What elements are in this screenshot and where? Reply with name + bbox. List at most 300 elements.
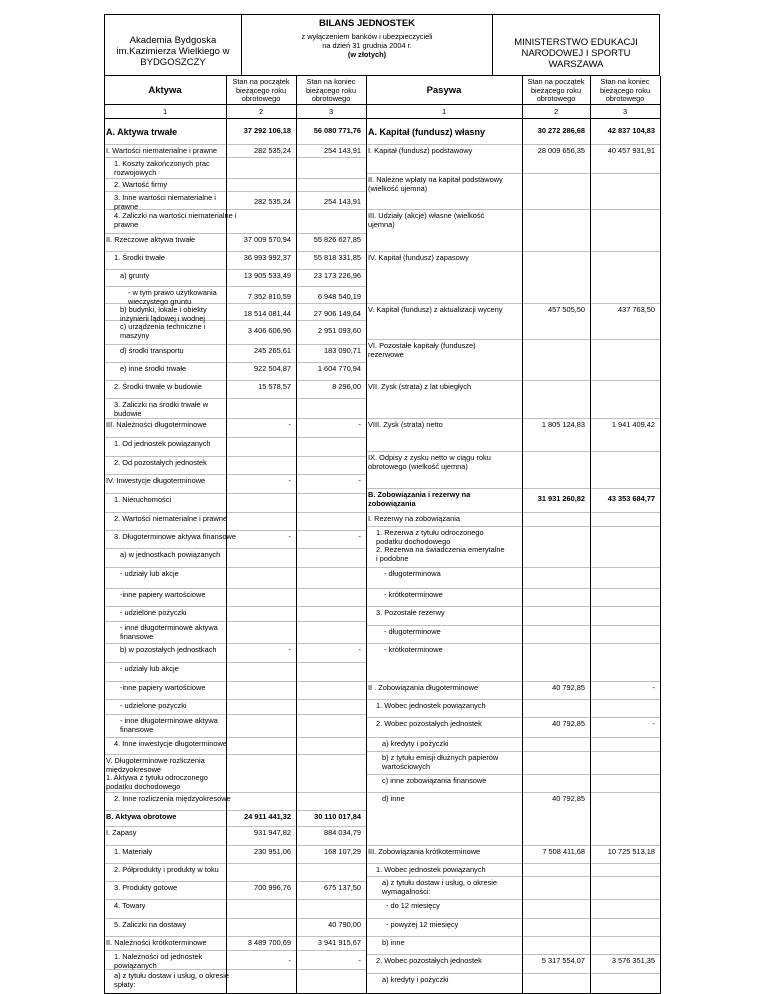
row-label xyxy=(114,795,231,804)
row-label xyxy=(114,459,207,468)
row-label xyxy=(376,720,482,729)
value-end-of-year: 23 173 226,96 xyxy=(313,271,361,280)
table-left-border xyxy=(104,76,105,994)
row-label xyxy=(368,254,469,263)
row-label-line: V. Długoterminowe rozliczenia xyxy=(106,756,205,765)
row-separator xyxy=(366,936,660,937)
row-separator xyxy=(104,754,366,755)
row-label-line: 2. Inne rozliczenia międzyokresowe xyxy=(114,794,231,803)
row-label-line: I. Wartości niematerialne i prawne xyxy=(106,146,218,155)
row-separator xyxy=(366,606,660,607)
row-separator xyxy=(104,737,366,738)
value-end-of-year: 6 948 540,19 xyxy=(317,292,361,302)
row-label-line: III. Udziały (akcje) własne (wielkość xyxy=(368,211,485,220)
row-label xyxy=(120,684,205,693)
value-start-of-year: - xyxy=(288,476,291,485)
row-label-line: a) kredyty i pożyczki xyxy=(382,975,449,984)
value-start-of-year: 30 272 286,68 xyxy=(537,126,585,135)
row-separator xyxy=(366,973,660,974)
row-label xyxy=(114,902,146,911)
value-start-of-year: 37 009 570,94 xyxy=(243,235,291,244)
value-start-of-year: 13 905 533,49 xyxy=(243,271,291,280)
row-separator xyxy=(104,548,366,549)
row-label xyxy=(368,848,480,857)
value-start-of-year: - xyxy=(288,532,291,541)
value-start-of-year: 15 578,57 xyxy=(258,382,291,391)
row-label xyxy=(382,740,449,749)
ministry-line-3: WARSZAWA xyxy=(548,59,604,70)
row-label-line: 2. Rezerwa na świadczenia emerytalne xyxy=(376,545,505,555)
start-header-line: bieżącego roku xyxy=(235,85,287,95)
row-label-line: II. Należności krótkoterminowe xyxy=(106,938,207,947)
row-label xyxy=(106,939,207,948)
row-label xyxy=(114,254,165,263)
row-separator xyxy=(366,380,660,381)
row-label-line: 1. Materiały xyxy=(114,847,153,856)
value-end-of-year: 254 143,91 xyxy=(324,197,361,207)
row-label-line: obrotowego (wielkość ujemna) xyxy=(368,461,468,471)
value-start-of-year: 3 406 606,96 xyxy=(247,326,291,336)
row-label-line: prawne xyxy=(114,219,139,229)
end-header-line: bieżącego roku xyxy=(305,85,357,95)
row-label-line: V. Kapitał (fundusz) z aktualizacji wyceny xyxy=(368,305,503,314)
row-label xyxy=(114,533,236,542)
row-label-line: 3. Produkty gotowe xyxy=(114,883,178,892)
title-box xyxy=(241,14,493,76)
row-label-line: IV. Kapitał (fundusz) zapasowy xyxy=(368,253,469,262)
row-separator xyxy=(104,881,366,882)
row-label-line: I. Rezerwy na zobowiązania xyxy=(368,514,461,523)
institution-name xyxy=(105,35,241,68)
row-label-line: ujemna) xyxy=(368,219,395,229)
row-separator xyxy=(366,918,660,919)
row-label xyxy=(120,717,218,734)
value-end-of-year: 3 576 351,35 xyxy=(611,956,655,965)
row-label xyxy=(384,591,443,600)
value-start-of-year: 28 009 656,35 xyxy=(537,146,585,155)
value-start-of-year: 3 489 700,69 xyxy=(247,938,291,947)
row-label xyxy=(120,702,187,711)
row-separator xyxy=(104,936,366,937)
row-separator xyxy=(104,567,366,568)
row-label-line: 1. Wobec jednostek powiązanych xyxy=(376,865,486,874)
row-separator xyxy=(104,398,366,399)
row-label-line: 3. Długoterminowe aktywa finansowe xyxy=(114,532,237,541)
value-start-of-year: - xyxy=(288,956,291,966)
row-label-line: budowie xyxy=(114,408,142,418)
row-label-line: b) w pozostałych jednostkach xyxy=(120,645,217,654)
row-label xyxy=(120,665,179,674)
row-label xyxy=(120,323,205,340)
row-separator xyxy=(104,530,366,531)
row-label xyxy=(368,684,478,693)
row-separator xyxy=(104,681,366,682)
ministry-name xyxy=(493,37,659,70)
row-label-line: c) inne zobowiązania finansowe xyxy=(382,776,487,785)
row-separator xyxy=(104,209,366,210)
row-label xyxy=(382,879,497,896)
row-label xyxy=(382,939,405,948)
row-separator xyxy=(104,899,366,900)
row-label xyxy=(106,829,136,838)
row-label-line: a) z tytułu dostaw i usług, o okresie xyxy=(382,878,498,887)
row-label-line: 2. Wartość firmy xyxy=(114,180,168,189)
row-separator xyxy=(366,699,660,700)
value-end-of-year: 40 790,00 xyxy=(328,920,361,929)
row-label xyxy=(376,609,445,618)
aktywa-header: Aktywa xyxy=(148,85,182,96)
row-separator xyxy=(104,792,366,793)
row-label xyxy=(114,401,208,418)
row-label xyxy=(368,306,502,315)
table-right-border xyxy=(660,76,661,994)
value-end-of-year: 8 296,00 xyxy=(332,382,361,391)
row-separator xyxy=(104,621,366,622)
start-header-line: bieżącego roku xyxy=(530,85,582,95)
row-label xyxy=(114,496,171,505)
row-label xyxy=(120,570,179,579)
row-label-line: 1. Rezerwa z tytułu odroczonego xyxy=(376,528,484,537)
pasywa-header: Pasywa xyxy=(426,85,462,96)
row-label xyxy=(114,866,219,875)
row-label xyxy=(382,754,498,771)
value-start-of-year: 40 792,85 xyxy=(552,794,585,803)
row-label-line: VII. Zysk (strata) z lat ubiegłych xyxy=(368,382,472,391)
row-label xyxy=(368,147,472,156)
row-label-line: d) inne xyxy=(382,794,405,803)
row-separator xyxy=(366,451,660,452)
end-header-line: Stan na koniec xyxy=(600,77,650,86)
row-separator xyxy=(366,526,660,527)
value-end-of-year: 55 818 331,85 xyxy=(313,253,361,262)
row-separator xyxy=(104,269,366,270)
row-label-line: - w tym prawo użytkowania xyxy=(128,288,217,297)
pasywa-start-header xyxy=(522,78,590,104)
row-label xyxy=(106,477,205,486)
value-end-of-year: 27 906 149,64 xyxy=(313,309,361,319)
value-end-of-year: - xyxy=(358,476,361,485)
row-label xyxy=(114,884,177,893)
row-separator xyxy=(366,643,660,644)
col-number-pasywa-start: 2 xyxy=(553,107,559,116)
value-end-of-year: 43 353 684,77 xyxy=(607,494,655,504)
row-label xyxy=(114,848,152,857)
row-separator xyxy=(104,512,366,513)
value-end-of-year: 3 941 915,67 xyxy=(317,938,361,947)
row-label xyxy=(382,795,405,804)
row-separator xyxy=(104,588,366,589)
row-label xyxy=(368,342,476,359)
row-label-line: 2. Półprodukty i produkty w toku xyxy=(114,865,219,874)
end-header-line: obrotowego xyxy=(311,94,351,104)
row-label-line: II. Rzeczowe aktywa trwałe xyxy=(106,235,196,244)
value-end-of-year: - xyxy=(358,645,361,654)
subtitle-line-1: z wyłączeniem banków i ubezpieczycieli xyxy=(301,32,433,41)
value-start-of-year: 457 505,50 xyxy=(548,305,585,314)
row-separator xyxy=(366,681,660,682)
row-label-line: rozwojowych xyxy=(114,167,157,177)
end-header-line: obrotowego xyxy=(605,94,645,104)
ministry-line-2: NARODOWEJ I SPORTU xyxy=(521,48,631,59)
table-top-border xyxy=(104,104,660,105)
row-separator xyxy=(366,209,660,210)
end-header-line: Stan na koniec xyxy=(306,77,356,86)
row-label-line: wymagalności: xyxy=(382,886,431,896)
row-separator xyxy=(366,173,660,174)
row-label-line: (wielkość ujemna) xyxy=(368,183,428,193)
value-start-of-year: - xyxy=(288,645,291,654)
value-end-of-year: 1 604 770,94 xyxy=(317,364,361,373)
value-start-of-year: 1 805 124,83 xyxy=(541,420,585,429)
row-label-line: 3. Zaliczki na środki trwałe w xyxy=(114,400,209,409)
row-separator xyxy=(104,714,366,715)
row-separator xyxy=(366,339,660,340)
value-end-of-year: 254 143,91 xyxy=(324,146,361,155)
row-separator xyxy=(104,969,366,970)
row-label xyxy=(376,529,505,563)
value-start-of-year: 282 535,24 xyxy=(254,197,291,207)
value-end-of-year: 437 763,50 xyxy=(618,305,655,314)
value-start-of-year: 31 931 260,82 xyxy=(537,494,585,504)
value-start-of-year: 922 504,87 xyxy=(254,364,291,373)
row-label xyxy=(120,551,220,560)
row-label xyxy=(120,365,186,374)
value-start-of-year: 40 792,85 xyxy=(552,719,585,728)
ministry-line-1: MINISTERSTWO EDUKACJI xyxy=(514,37,638,48)
value-end-of-year: 1 941 409,42 xyxy=(611,420,655,429)
row-separator xyxy=(104,178,366,179)
row-label-line: spłaty: xyxy=(114,979,136,989)
institution-box xyxy=(104,14,242,76)
row-label-line: -inne papiery wartościowe xyxy=(120,683,206,692)
value-end-of-year: 56 080 771,76 xyxy=(313,126,361,135)
row-label xyxy=(106,757,208,791)
value-end-of-year: 2 951 093,60 xyxy=(317,326,361,336)
row-label xyxy=(120,646,217,655)
row-label xyxy=(114,515,227,524)
value-end-of-year: 40 457 931,91 xyxy=(607,146,655,155)
row-separator xyxy=(366,792,660,793)
row-label xyxy=(106,813,176,822)
start-header-line: obrotowego xyxy=(536,94,576,104)
row-label-line: 4. Towary xyxy=(114,901,146,910)
row-separator xyxy=(104,826,366,827)
row-separator xyxy=(366,845,660,846)
row-separator xyxy=(104,157,366,158)
row-separator xyxy=(104,303,366,304)
row-separator xyxy=(104,286,366,287)
value-end-of-year: 42 837 104,83 xyxy=(607,126,655,135)
row-separator xyxy=(366,899,660,900)
row-label-line: finansowe xyxy=(120,631,154,641)
row-label-line: - krótkoterminowe xyxy=(384,645,443,654)
value-end-of-year: 183 090,71 xyxy=(324,346,361,355)
row-label xyxy=(114,953,202,970)
row-label-line: II. Należne wpłaty na kapitał podstawowy xyxy=(368,175,503,184)
row-label xyxy=(386,902,440,911)
value-start-of-year: 5 317 554,07 xyxy=(541,956,585,965)
value-start-of-year: 230 951,06 xyxy=(254,847,291,856)
row-label-line: 1. Należności od jednostek xyxy=(114,952,203,961)
row-separator xyxy=(104,493,366,494)
row-label-line: a) w jednostkach powiązanych xyxy=(120,550,221,559)
row-label xyxy=(376,702,486,711)
row-separator xyxy=(366,774,660,775)
row-separator xyxy=(104,456,366,457)
value-end-of-year: - xyxy=(358,956,361,966)
row-label-line: 1. Nieruchomości xyxy=(114,495,172,504)
row-label-line: B. Zobowiązania i rezerwy na xyxy=(368,490,471,499)
row-label xyxy=(106,127,177,137)
row-label xyxy=(106,421,207,430)
row-label-line: I. Kapitał (fundusz) podstawowy xyxy=(368,146,473,155)
value-end-of-year: 30 110 017,84 xyxy=(314,812,361,821)
row-separator xyxy=(366,863,660,864)
value-start-of-year: 7 508 411,68 xyxy=(542,847,585,856)
subtitle-line-3: (w złotych) xyxy=(347,50,387,59)
col-number-aktywa: 1 xyxy=(162,107,168,116)
row-separator xyxy=(366,954,660,955)
row-label xyxy=(368,383,471,392)
row-label xyxy=(120,272,149,281)
value-start-of-year: 18 514 081,44 xyxy=(243,309,291,319)
value-start-of-year: 37 292 106,18 xyxy=(243,126,291,135)
row-label-line: III. Należności długoterminowe xyxy=(106,420,207,429)
row-label-line: e) inne środki trwałe xyxy=(120,364,187,373)
row-label-line: VI. Pozostałe kapitały (fundusze) xyxy=(368,341,476,350)
row-label xyxy=(120,347,184,356)
value-end-of-year: 168 107,29 xyxy=(324,847,361,856)
ministry-box xyxy=(492,14,660,76)
row-label xyxy=(368,127,485,137)
row-separator xyxy=(104,320,366,321)
row-label-line: 1. Od jednostek powiązanych xyxy=(114,439,211,448)
row-label-line: międzyokresowe xyxy=(106,764,162,774)
row-separator xyxy=(104,810,366,811)
row-label-line: i podobne xyxy=(376,553,409,563)
value-start-of-year: 24 911 441,32 xyxy=(244,812,291,821)
row-label xyxy=(106,147,217,156)
row-label-line: rezerwowe xyxy=(368,349,404,359)
row-separator xyxy=(104,233,366,234)
row-label-line: a) kredyty i pożyczki xyxy=(382,739,449,748)
row-label xyxy=(382,777,486,786)
row-separator xyxy=(366,144,660,145)
row-separator xyxy=(104,191,366,192)
row-label xyxy=(368,515,460,524)
row-label-line: maszyny xyxy=(120,330,150,340)
row-label-line: 4. Zaliczki na wartości niematerialne i xyxy=(114,211,237,220)
row-label-line: 2. Od pozostałych jednostek xyxy=(114,458,207,467)
row-separator xyxy=(104,918,366,919)
row-label-line: - inne długoterminowe aktywa xyxy=(120,716,218,725)
institution-line-1: Akademia Bydgoska xyxy=(129,35,217,46)
row-label xyxy=(114,972,229,989)
document-title: BILANS JEDNOSTEK xyxy=(318,18,416,29)
row-label xyxy=(368,454,491,471)
row-separator xyxy=(104,699,366,700)
row-separator xyxy=(366,625,660,626)
value-start-of-year: 36 993 992,37 xyxy=(243,253,291,262)
row-label-line: 1. Aktywa z tytułu odroczonego xyxy=(106,773,208,783)
row-label-line: podatku dochodowego xyxy=(106,781,181,791)
row-separator xyxy=(366,303,660,304)
row-separator xyxy=(366,418,660,419)
row-separator xyxy=(104,437,366,438)
col-number-pasywa-end: 3 xyxy=(622,107,628,116)
value-end-of-year: 55 826 627,85 xyxy=(313,235,361,244)
row-label xyxy=(368,421,443,430)
row-separator xyxy=(104,606,366,607)
row-separator xyxy=(366,588,660,589)
document-subtitle xyxy=(242,32,492,59)
row-label-line: A. Kapitał (fundusz) własny xyxy=(368,127,486,137)
row-label-line: III. Zobowiązania krótkoterminowe xyxy=(368,847,481,856)
value-start-of-year: - xyxy=(288,420,291,429)
row-label-line: b) inne xyxy=(382,938,405,947)
row-separator xyxy=(366,717,660,718)
row-label-line: - udzielone pożyczki xyxy=(120,701,187,710)
col-number-aktywa-start: 2 xyxy=(258,107,264,116)
row-label-line: wartościowych xyxy=(382,761,431,771)
value-end-of-year: - xyxy=(358,532,361,541)
row-separator xyxy=(104,418,366,419)
row-separator xyxy=(104,845,366,846)
row-label-line: b) z tytułu emisji dłużnych papierów xyxy=(382,753,499,762)
value-end-of-year: 884 034,79 xyxy=(324,828,361,837)
row-label-line: finansowe xyxy=(120,724,154,734)
start-header-line: Stan na początek xyxy=(527,77,585,86)
row-separator xyxy=(366,567,660,568)
row-label xyxy=(114,212,236,229)
value-start-of-year: 282 535,24 xyxy=(254,146,291,155)
value-end-of-year: - xyxy=(652,683,655,692)
divider-center xyxy=(366,76,367,994)
row-label-line: c) urządzenia techniczne i xyxy=(120,322,206,331)
row-label xyxy=(106,236,195,245)
row-label xyxy=(386,921,458,930)
row-label-line: 1. Koszty zakończonych prac xyxy=(114,159,210,168)
row-label xyxy=(114,383,202,392)
row-label-line: A. Aktywa trwałe xyxy=(106,127,178,137)
row-label-line: 1. Środki trwałe xyxy=(114,253,165,262)
row-label-line: 5. Zaliczki na dostawy xyxy=(114,920,187,929)
row-label xyxy=(376,866,486,875)
value-start-of-year: 245 265,61 xyxy=(254,346,291,355)
row-label xyxy=(120,624,218,641)
value-start-of-year: 700 996,76 xyxy=(254,883,291,892)
institution-line-3: BYDGOSZCZY xyxy=(140,57,206,68)
row-label-line: powiązanych xyxy=(114,960,157,970)
aktywa-start-header xyxy=(226,78,296,104)
row-label xyxy=(376,957,482,966)
row-separator xyxy=(104,474,366,475)
value-start-of-year: 931 947,82 xyxy=(254,828,291,837)
row-separator xyxy=(104,380,366,381)
row-label-line: a) z tytułu dostaw i usług, o okresie xyxy=(114,971,230,980)
row-label-line: - powyżej 12 miesięcy xyxy=(386,920,459,929)
row-label-line: 2. Wobec pozostałych jednostek xyxy=(376,719,482,728)
row-label-line: 3. Inne wartości niematerialne i xyxy=(114,193,216,202)
row-label xyxy=(114,160,210,177)
row-label-line: 2. Środki trwałe w budowie xyxy=(114,382,202,391)
row-separator xyxy=(366,876,660,877)
row-label xyxy=(384,628,441,637)
row-label xyxy=(114,921,186,930)
institution-line-2: im.Kazimierza Wielkiego w xyxy=(116,46,230,57)
subtitle-line-2: na dzień 31 grudnia 2004 r. xyxy=(322,41,412,50)
value-end-of-year: 10 725 513,18 xyxy=(607,847,655,856)
